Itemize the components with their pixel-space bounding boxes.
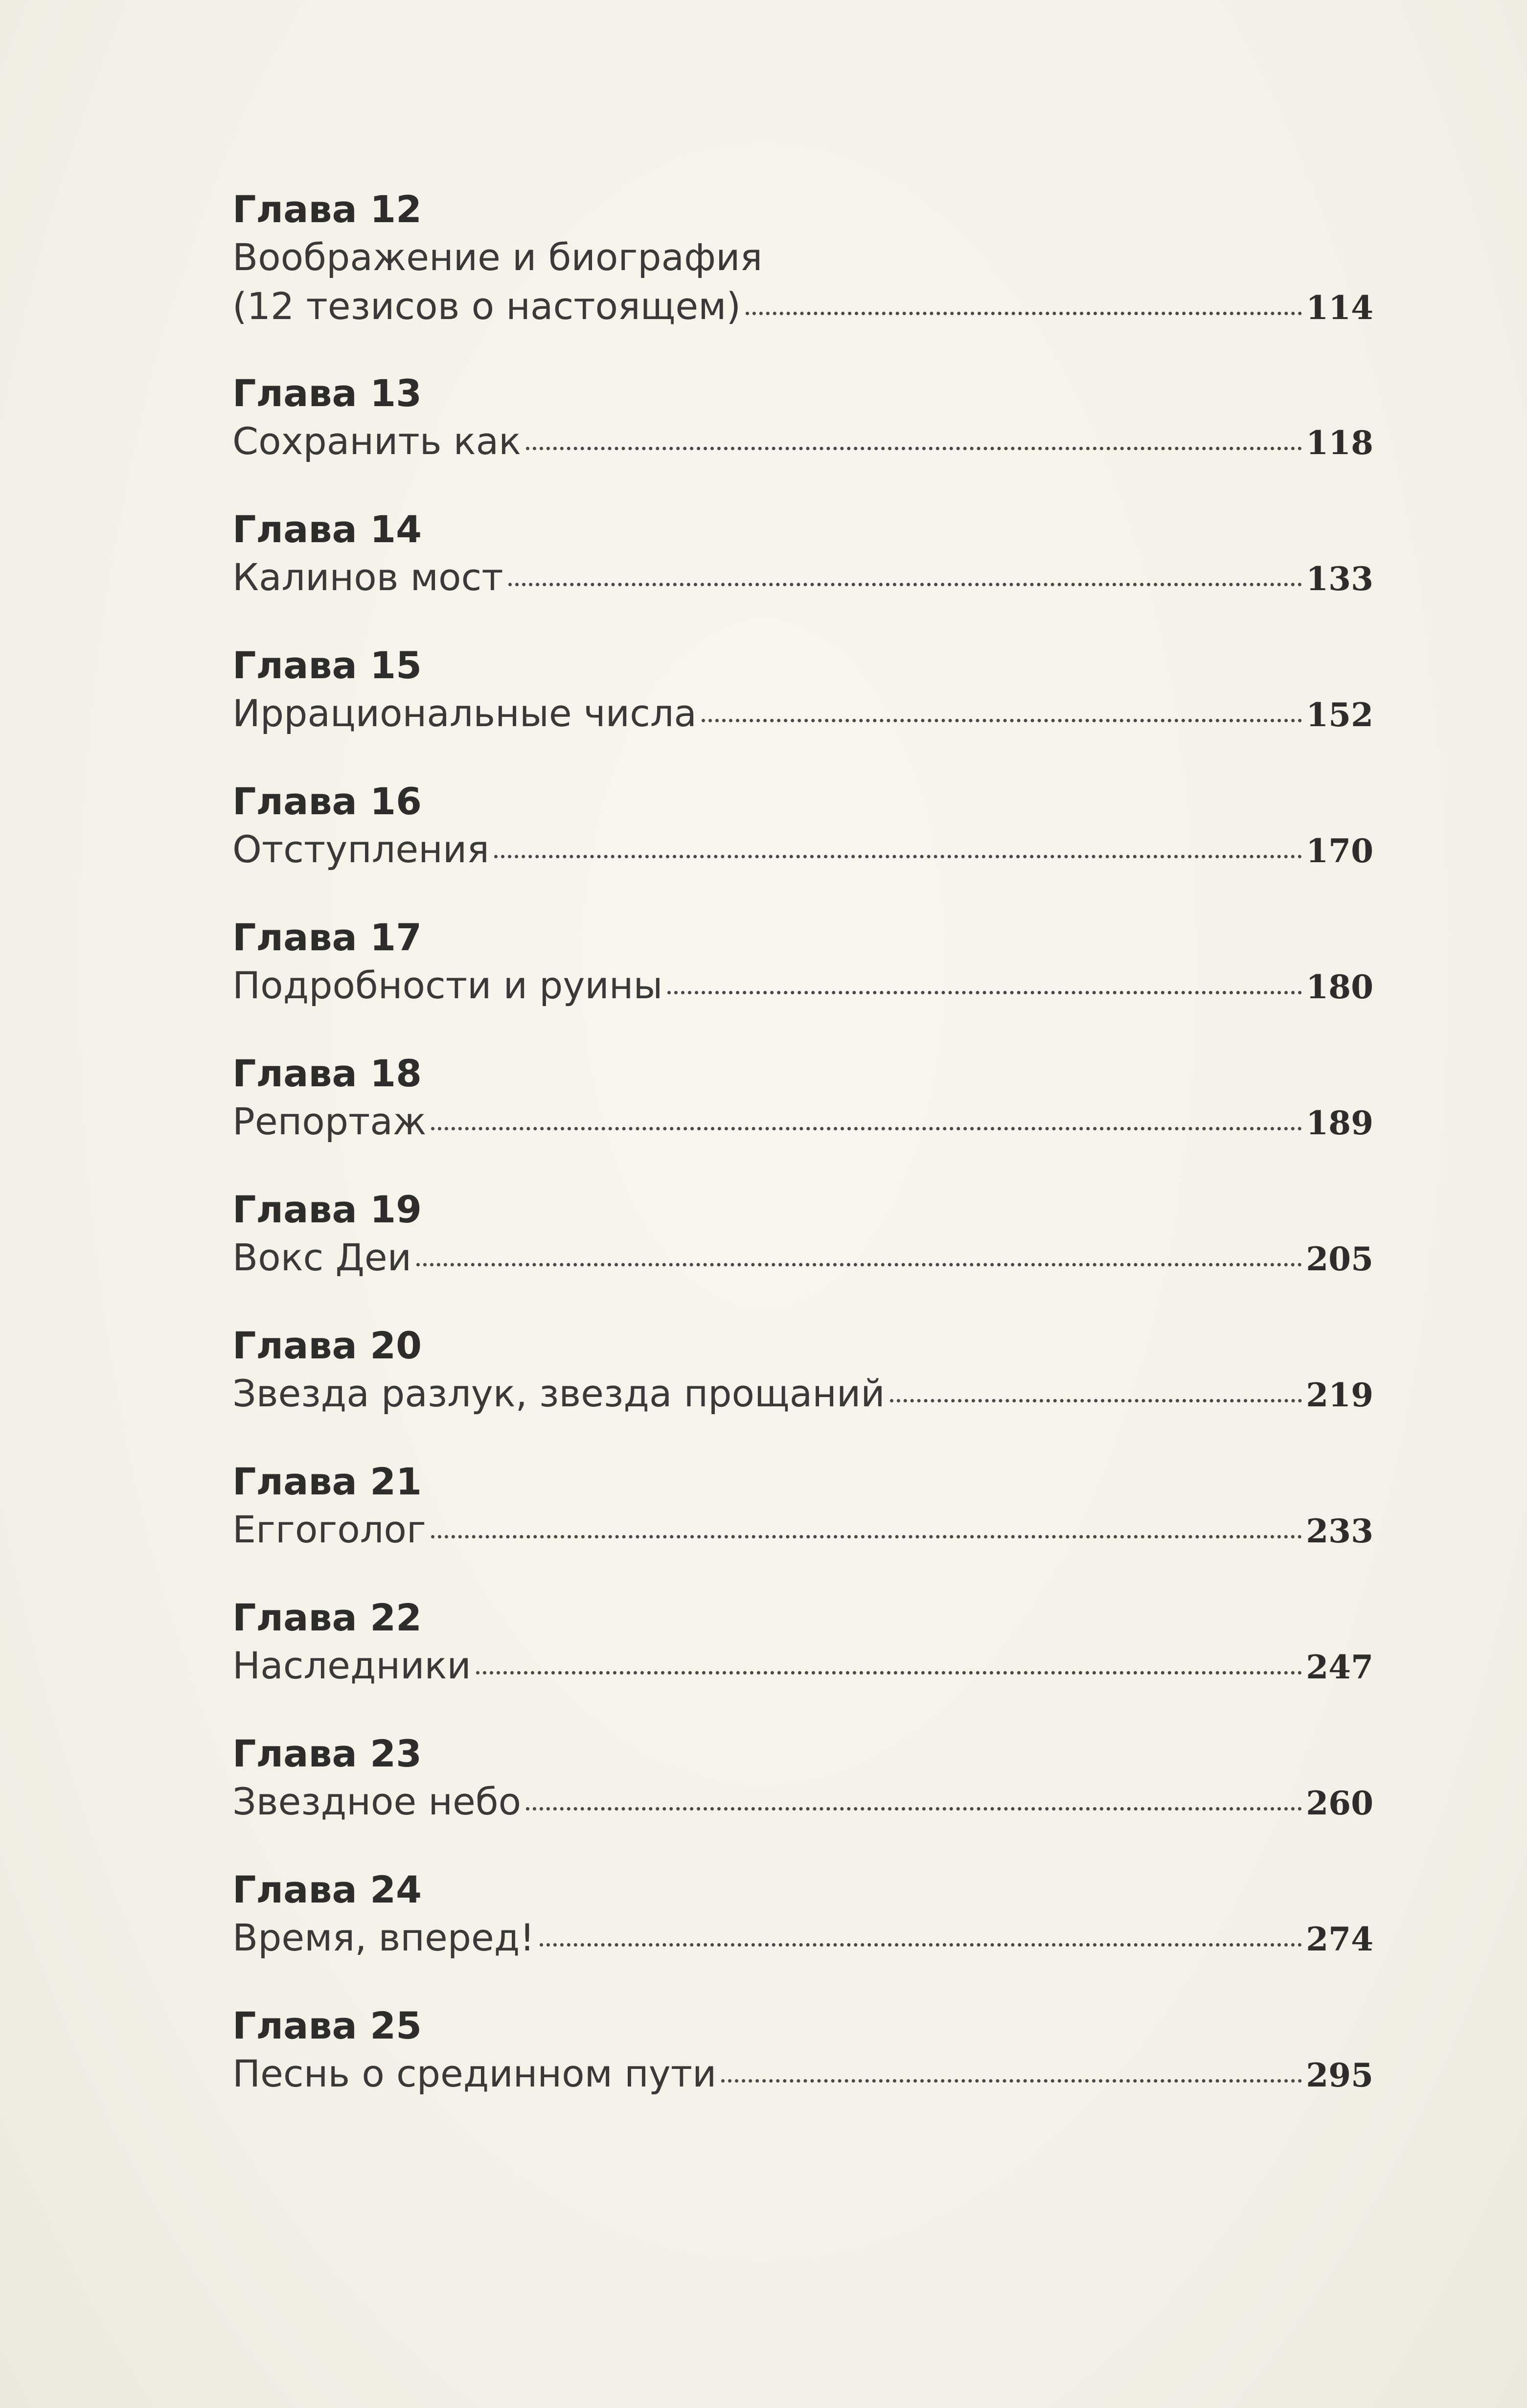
toc-entry-chapter-16 bbox=[232, 778, 1373, 914]
chapter-label: Глава 19 bbox=[232, 1188, 422, 1231]
toc-entry-chapter-19 bbox=[232, 1186, 1373, 1322]
toc-row bbox=[232, 1641, 1373, 1692]
chapter-title: Отступления bbox=[232, 827, 489, 871]
chapter-label: Глава 13 bbox=[232, 371, 422, 415]
chapter-label: Глава 12 bbox=[232, 187, 422, 231]
page-number: 189 bbox=[1306, 1104, 1373, 1142]
chapter-label: Глава 14 bbox=[232, 507, 422, 551]
toc-entry-chapter-25 bbox=[232, 2002, 1373, 2138]
toc-row bbox=[232, 1913, 1373, 1964]
chapter-label: Глава 23 bbox=[232, 1732, 422, 1775]
toc-row bbox=[232, 1369, 1373, 1420]
toc-entry-chapter-22 bbox=[232, 1594, 1373, 1730]
toc-row bbox=[232, 1777, 1373, 1828]
chapter-title: Репортаж bbox=[232, 1100, 427, 1143]
dot-leader bbox=[526, 1807, 1302, 1811]
toc-row bbox=[232, 961, 1373, 1011]
dot-leader bbox=[702, 719, 1302, 722]
page-number: 152 bbox=[1306, 696, 1373, 734]
toc-entry-chapter-20 bbox=[232, 1322, 1373, 1458]
toc-row bbox=[232, 1505, 1373, 1556]
toc-row bbox=[232, 1097, 1373, 1147]
chapter-label: Глава 16 bbox=[232, 780, 422, 823]
chapter-title: Иррациональные числа bbox=[232, 691, 697, 735]
chapter-title-line1: Воображение и биография bbox=[232, 235, 763, 279]
chapter-title: Время, вперед! bbox=[232, 1916, 535, 1959]
toc-entry-chapter-12 bbox=[232, 186, 1373, 370]
toc-row bbox=[232, 2049, 1373, 2100]
chapter-title: Вокс Деи bbox=[232, 1236, 412, 1279]
dot-leader bbox=[431, 1127, 1302, 1130]
toc-entry-chapter-15 bbox=[232, 642, 1373, 778]
dot-leader bbox=[890, 1399, 1302, 1402]
page-number: 133 bbox=[1306, 560, 1373, 598]
chapter-title: Еггоголог bbox=[232, 1508, 426, 1551]
page-number: 233 bbox=[1306, 1512, 1373, 1550]
chapter-label: Глава 21 bbox=[232, 1460, 422, 1503]
dot-leader bbox=[508, 583, 1302, 586]
page-number: 170 bbox=[1306, 832, 1373, 870]
toc-entry-chapter-21 bbox=[232, 1458, 1373, 1594]
toc-row bbox=[232, 282, 1373, 332]
dot-leader bbox=[431, 1535, 1302, 1538]
dot-leader bbox=[746, 312, 1302, 315]
dot-leader bbox=[476, 1671, 1302, 1674]
chapter-title: Сохранить как bbox=[232, 419, 522, 463]
toc-entry-chapter-13 bbox=[232, 370, 1373, 506]
chapter-title: Подробности и руины bbox=[232, 963, 663, 1007]
dot-leader bbox=[667, 991, 1302, 994]
page-number: 247 bbox=[1306, 1648, 1373, 1686]
page-number: 118 bbox=[1306, 424, 1373, 462]
dot-leader bbox=[526, 447, 1302, 450]
chapter-label: Глава 18 bbox=[232, 1052, 422, 1095]
page-number: 205 bbox=[1306, 1240, 1373, 1278]
chapter-label: Глава 24 bbox=[232, 1868, 422, 1911]
toc-entry-chapter-14 bbox=[232, 506, 1373, 642]
chapter-label: Глава 22 bbox=[232, 1596, 422, 1639]
page-number: 274 bbox=[1306, 1920, 1373, 1958]
toc-entry-chapter-18 bbox=[232, 1050, 1373, 1186]
page-number: 180 bbox=[1306, 968, 1373, 1006]
toc-row bbox=[232, 417, 1373, 467]
dot-leader bbox=[721, 2079, 1302, 2083]
toc-entry-chapter-17 bbox=[232, 914, 1373, 1050]
toc-row bbox=[232, 1233, 1373, 1284]
dot-leader bbox=[540, 1943, 1302, 1947]
toc-entry-chapter-24 bbox=[232, 1866, 1373, 2002]
page-number: 114 bbox=[1306, 289, 1373, 327]
chapter-title: Песнь о срединном пути bbox=[232, 2052, 717, 2095]
chapter-label: Глава 17 bbox=[232, 916, 422, 959]
toc-row bbox=[232, 553, 1373, 603]
page-number: 295 bbox=[1306, 2056, 1373, 2094]
dot-leader bbox=[494, 855, 1302, 858]
chapter-title: (12 тезисов о настоящем) bbox=[232, 284, 741, 328]
chapter-title: Калинов мост bbox=[232, 555, 503, 599]
chapter-label: Глава 20 bbox=[232, 1324, 422, 1367]
chapter-label: Глава 25 bbox=[232, 2004, 422, 2047]
table-of-contents bbox=[232, 186, 1373, 2138]
chapter-title: Наследники bbox=[232, 1644, 471, 1687]
chapter-label: Глава 15 bbox=[232, 643, 422, 687]
chapter-title: Звезда разлук, звезда прощаний bbox=[232, 1372, 885, 1415]
page-number: 219 bbox=[1306, 1376, 1373, 1414]
page-number: 260 bbox=[1306, 1784, 1373, 1822]
toc-row bbox=[232, 689, 1373, 739]
chapter-title: Звездное небо bbox=[232, 1780, 522, 1823]
dot-leader bbox=[416, 1263, 1302, 1266]
toc-entry-chapter-23 bbox=[232, 1730, 1373, 1866]
toc-row bbox=[232, 825, 1373, 875]
